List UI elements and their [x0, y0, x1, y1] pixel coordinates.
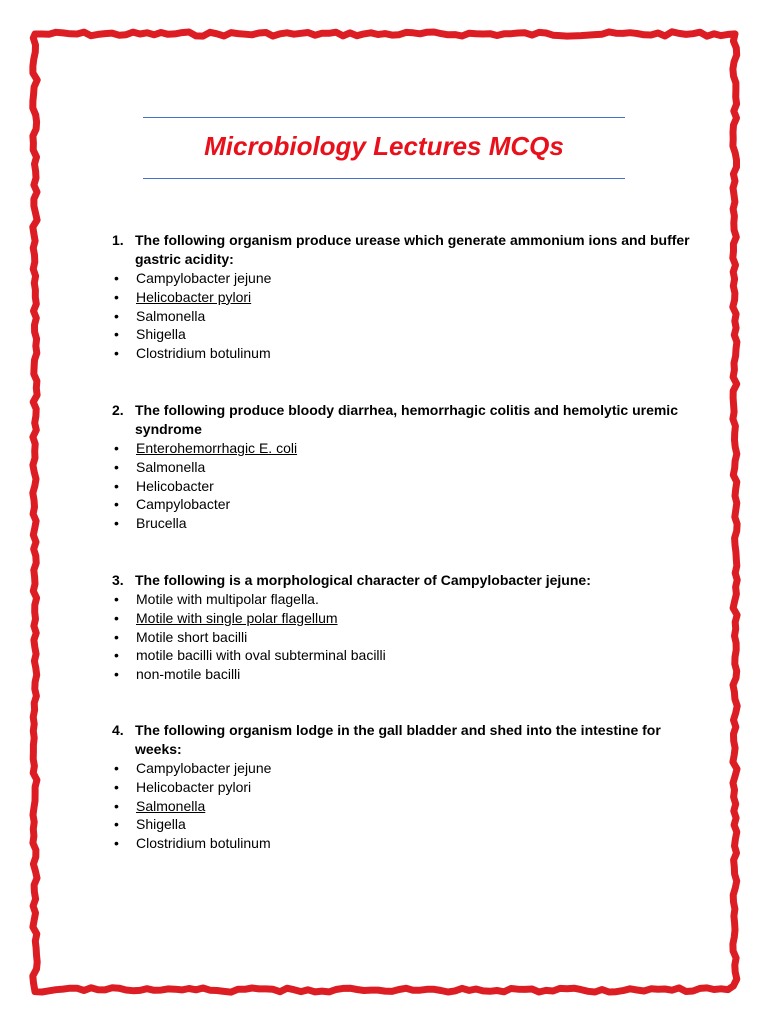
answer-options — [112, 439, 692, 533]
answer-options — [112, 269, 692, 363]
answer-option — [112, 477, 692, 496]
option-text: Campylobacter jejune — [136, 760, 272, 776]
option-text: Helicobacter — [136, 477, 214, 494]
title-rule-top — [143, 117, 625, 118]
question-1 — [112, 231, 692, 363]
document-title: Microbiology Lectures MCQs — [204, 131, 564, 161]
answer-option-correct — [112, 797, 692, 816]
option-text: Shigella — [136, 326, 186, 343]
option-text: Helicobacter pylori — [136, 778, 252, 795]
question-header — [112, 231, 692, 269]
title-rule-bottom — [143, 178, 625, 179]
option-text: Salmonella — [136, 307, 206, 324]
bullet-icon: • — [114, 797, 119, 814]
answer-option — [112, 514, 692, 533]
option-text: Clostridium botulinum — [136, 345, 271, 362]
answer-option — [112, 834, 692, 853]
question-number: 1. — [112, 232, 124, 248]
bullet-icon: • — [114, 458, 119, 475]
answer-option — [112, 269, 692, 288]
question-header — [112, 401, 692, 439]
question-text: The following produce bloody diarrhea, hemorrhagic colitis and hemolytic uremic syndrome — [135, 402, 678, 437]
bullet-icon: • — [114, 835, 119, 852]
answer-option-correct — [112, 439, 692, 458]
bullet-icon: • — [114, 778, 119, 795]
bullet-icon: • — [114, 440, 119, 456]
answer-options — [112, 759, 692, 853]
option-text: Campylobacter — [136, 496, 231, 513]
question-text: The following is a morphological character of Campylobacter jejune: — [135, 572, 591, 588]
answer-option — [112, 665, 692, 684]
option-text: Motile short bacilli — [136, 628, 248, 645]
answer-option-correct — [112, 288, 692, 307]
option-text: Brucella — [136, 515, 187, 532]
question-text: The following organism lodge in the gall bladder and shed into the intestine for weeks: — [135, 722, 661, 757]
answer-option — [112, 307, 692, 326]
bullet-icon: • — [114, 326, 119, 343]
bullet-icon: • — [114, 307, 119, 324]
answer-option — [112, 778, 692, 797]
question-4 — [112, 721, 692, 853]
option-text: non-motile bacilli — [136, 666, 241, 683]
bullet-icon: • — [114, 609, 119, 626]
answer-option — [112, 628, 692, 647]
bullet-icon: • — [114, 628, 119, 645]
bullet-icon: • — [114, 816, 119, 833]
option-text-correct: Enterohemorrhagic E. coli — [136, 440, 298, 456]
question-text: The following organism produce urease which generate ammonium ions and buffer gastric acidity: — [135, 232, 690, 267]
question-2 — [112, 401, 692, 533]
answer-option — [112, 759, 692, 778]
bullet-icon: • — [114, 270, 119, 286]
option-text: Campylobacter jejune — [136, 270, 272, 286]
answer-option — [112, 344, 692, 363]
option-text-correct: Motile with single polar flagellum — [136, 609, 338, 626]
answer-option — [112, 325, 692, 344]
answer-option — [112, 646, 692, 665]
answer-option — [112, 458, 692, 477]
option-text-correct: Salmonella — [136, 797, 206, 814]
option-text: Salmonella — [136, 458, 206, 475]
bullet-icon: • — [114, 496, 119, 513]
bullet-icon: • — [114, 345, 119, 362]
bullet-icon: • — [114, 591, 119, 607]
question-3 — [112, 571, 692, 684]
question-header — [112, 721, 692, 759]
bullet-icon: • — [114, 288, 119, 305]
bullet-icon: • — [114, 760, 119, 776]
option-text: motile bacilli with oval subterminal bacilli — [136, 647, 386, 664]
answer-option — [112, 495, 692, 514]
question-number: 3. — [112, 572, 124, 588]
question-header — [112, 571, 692, 590]
question-number: 2. — [112, 402, 124, 418]
option-text: Shigella — [136, 816, 186, 833]
bullet-icon: • — [114, 647, 119, 664]
answer-option — [112, 590, 692, 609]
option-text: Clostridium botulinum — [136, 835, 271, 852]
option-text: Motile with multipolar flagella. — [136, 591, 319, 607]
option-text-correct: Helicobacter pylori — [136, 288, 252, 305]
bullet-icon: • — [114, 515, 119, 532]
answer-option-correct — [112, 609, 692, 628]
bullet-icon: • — [114, 666, 119, 683]
bullet-icon: • — [114, 477, 119, 494]
answer-options — [112, 590, 692, 684]
question-number: 4. — [112, 722, 124, 738]
answer-option — [112, 815, 692, 834]
